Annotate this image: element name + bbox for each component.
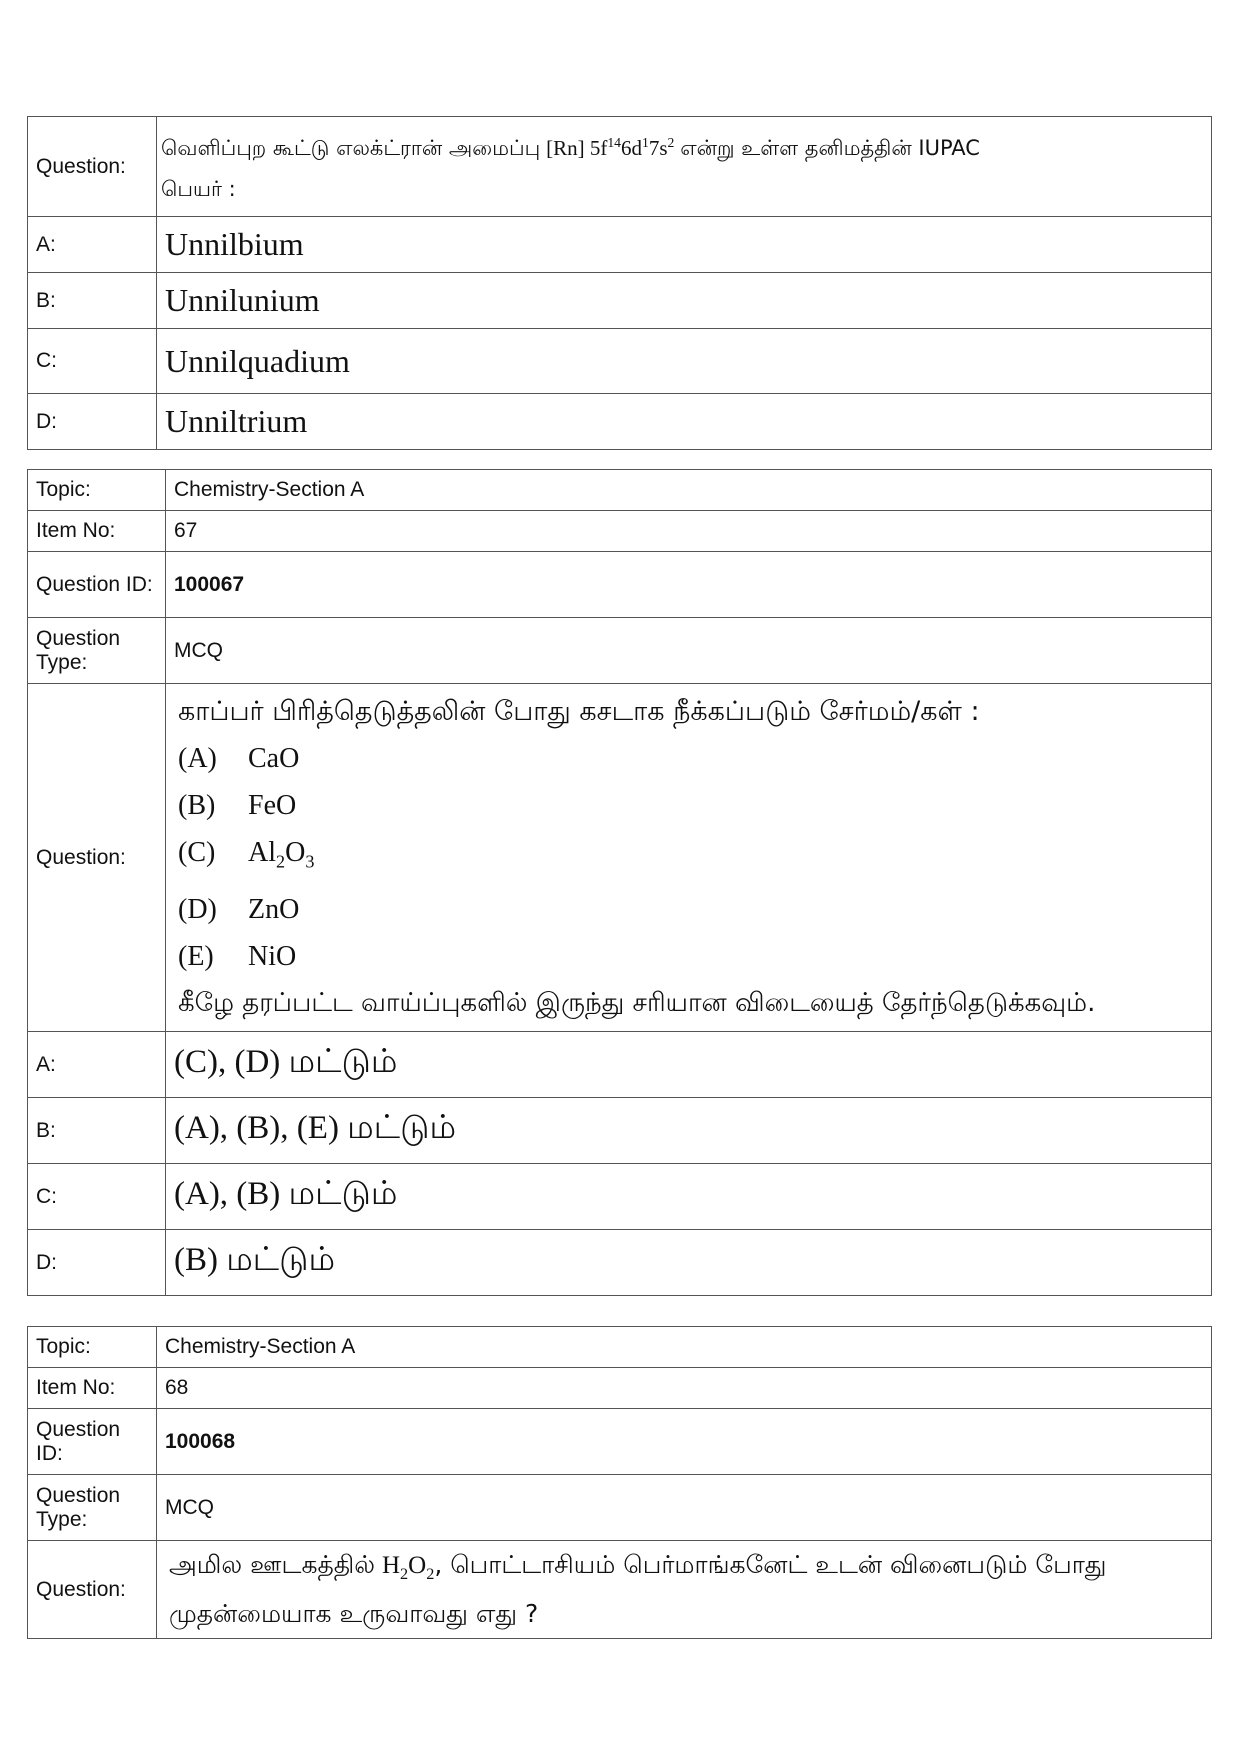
question-table-3 [27,1326,1212,1639]
item-no-label: Item No: [28,1368,157,1409]
topic-label: Topic: [28,470,166,511]
topic-value: Chemistry-Section A [157,1327,1212,1368]
option-label: D: [28,1230,166,1296]
list-item: (D) ZnO [178,893,300,925]
question-label: Question: [28,117,157,217]
question-intro: காப்பர் பிரித்தெடுத்தலின் போது கசடாக நீக்கப்படும் சேர்மம்/கள் : [178,696,980,728]
question-label: Question: [28,684,166,1032]
question-body [166,684,1212,1032]
option-label: C: [28,329,157,394]
topic-label: Topic: [28,1327,157,1368]
h2o2-formula: $H_2O_2$ [381,1552,435,1583]
option-c-text: Unnilquadium [157,329,1212,394]
electron-config: [Rn] $5f^{14}6d^17s^2$ [546,135,675,160]
question-text: அமில ஊடகத்தில் $H_2O_2$, பொட்டாசியம் பெர்மாங்கனேட் உடன் வினைபடும் போது முதன்மையாக உருவாவது எது ? [157,1541,1212,1639]
question-type-value: MCQ [166,618,1212,684]
option-d-text: Unniltrium [157,394,1212,450]
option-label: B: [28,1098,166,1164]
option-label: A: [28,1032,166,1098]
question-table-1 [27,116,1212,450]
option-a-text: (C), (D) மட்டும் [166,1032,1212,1098]
question-outro: கீழே தரப்பட்ட வாய்ப்புகளில் இருந்து சரியான விடையைத் தேர்ந்தெடுக்கவும். [178,987,1096,1018]
list-item: (A) CaO [178,743,300,775]
list-item: (C) $Al_2O_3$ [178,837,315,872]
question-label: Question: [28,1541,157,1639]
option-a-text: Unnilbium [157,217,1212,273]
question-id-value: 100068 [157,1409,1212,1475]
question-text: வெளிப்புற கூட்டு எலக்ட்ரான் அமைப்பு [Rn] $5f^{14}6d^17s^2$ என்று உள்ள தனிமத்தின் IUPAC பெயர் : [157,117,1212,217]
option-label: A: [28,217,157,273]
option-b-text: Unnilunium [157,273,1212,329]
option-c-text: (A), (B) மட்டும் [166,1164,1212,1230]
option-label: C: [28,1164,166,1230]
option-b-text: (A), (B), (E) மட்டும் [166,1098,1212,1164]
item-no-value: 67 [166,511,1212,552]
question-id-value: 100067 [166,552,1212,618]
item-no-label: Item No: [28,511,166,552]
list-item: (B) FeO [178,790,297,822]
option-label: D: [28,394,157,450]
list-item: (E) NiO [178,940,297,972]
question-type-label: Question Type: [28,1475,157,1541]
option-label: B: [28,273,157,329]
option-d-text: (B) மட்டும் [166,1230,1212,1296]
question-table-2 [27,469,1212,1296]
question-type-value: MCQ [157,1475,1212,1541]
question-type-label: Question Type: [28,618,166,684]
question-id-label: Question ID: [28,552,166,618]
topic-value: Chemistry-Section A [166,470,1212,511]
question-id-label: Question ID: [28,1409,157,1475]
item-no-value: 68 [157,1368,1212,1409]
